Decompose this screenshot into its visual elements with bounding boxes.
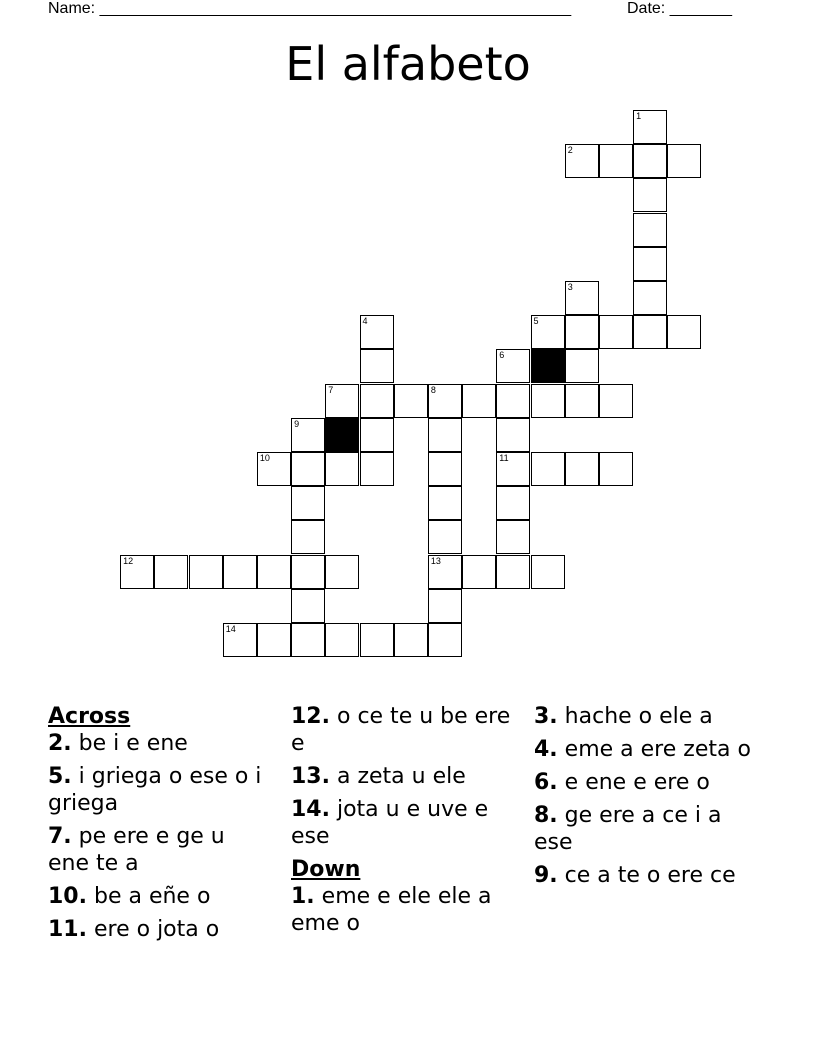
- grid-cell[interactable]: [257, 555, 291, 589]
- grid-block-cell: [531, 349, 565, 383]
- clue-across-7: 7. pe ere e ge u ene te a: [48, 824, 225, 876]
- grid-cell[interactable]: [360, 452, 394, 486]
- name-line: Name: _____________________________________________________: [48, 0, 572, 17]
- grid-cell[interactable]: [325, 623, 359, 657]
- grid-cell[interactable]: [291, 418, 325, 452]
- grid-cell[interactable]: [291, 452, 325, 486]
- clue-across-12: 12. o ce te u be ere e: [291, 704, 511, 756]
- clue-number: 8: [430, 384, 436, 395]
- clues-column-2: [291, 703, 511, 943]
- clue-across-5: 5. i griega o ese o i griega: [48, 764, 262, 816]
- down-heading: Down: [291, 857, 361, 882]
- grid-cell[interactable]: [633, 178, 667, 212]
- grid-cell[interactable]: [633, 213, 667, 247]
- grid-cell[interactable]: [496, 555, 530, 589]
- grid-cell[interactable]: [496, 384, 530, 418]
- grid-cell[interactable]: [633, 247, 667, 281]
- grid-cell[interactable]: [599, 144, 633, 178]
- grid-cell[interactable]: [291, 555, 325, 589]
- page-title: El alfabeto: [285, 37, 531, 91]
- grid-cell[interactable]: [360, 384, 394, 418]
- across-heading: Across: [48, 704, 131, 729]
- grid-cell[interactable]: [325, 384, 359, 418]
- grid-cell[interactable]: [325, 555, 359, 589]
- grid-cell[interactable]: [633, 315, 667, 349]
- grid-cell[interactable]: [257, 452, 291, 486]
- clue-across-13: 13. a zeta u ele: [291, 764, 466, 789]
- grid-cell[interactable]: [565, 452, 599, 486]
- grid-cell[interactable]: [360, 418, 394, 452]
- clue-down-6: 6. e ene e ere o: [534, 770, 710, 795]
- clue-number: 11: [499, 453, 509, 463]
- grid-cell[interactable]: [291, 486, 325, 520]
- clue-number: 7: [328, 384, 334, 395]
- grid-cell[interactable]: [189, 555, 223, 589]
- clue-number: 1: [636, 111, 642, 121]
- grid-cell[interactable]: [599, 315, 633, 349]
- grid-cell[interactable]: [633, 110, 667, 144]
- clue-down-3: 3. hache o ele a: [534, 704, 713, 729]
- grid-cell[interactable]: [257, 623, 291, 657]
- grid-cell[interactable]: [428, 418, 462, 452]
- clue-number: 9: [294, 418, 300, 429]
- grid-cell[interactable]: [633, 281, 667, 315]
- grid-cell[interactable]: [496, 452, 530, 486]
- grid-cell[interactable]: [223, 623, 257, 657]
- grid-cell[interactable]: [154, 555, 188, 589]
- grid-cell[interactable]: [633, 144, 667, 178]
- grid-cell[interactable]: [531, 384, 565, 418]
- grid-cell[interactable]: [496, 349, 530, 383]
- grid-cell[interactable]: [291, 520, 325, 554]
- clue-number: 12: [123, 555, 134, 566]
- grid-cell[interactable]: [394, 384, 428, 418]
- grid-cell[interactable]: [531, 315, 565, 349]
- clue-across-14: 14. jota u e uve e ese: [291, 797, 489, 849]
- grid-cell[interactable]: [462, 384, 496, 418]
- grid-cell[interactable]: [428, 520, 462, 554]
- grid-cell[interactable]: [291, 623, 325, 657]
- grid-cell[interactable]: [428, 486, 462, 520]
- grid-cell[interactable]: [325, 452, 359, 486]
- grid-cell[interactable]: [360, 315, 394, 349]
- clue-number: 14: [225, 624, 236, 634]
- grid-cell[interactable]: [565, 349, 599, 383]
- grid-cell[interactable]: [120, 555, 154, 589]
- grid-block-cell: [325, 418, 359, 452]
- clues-column-3: [534, 703, 754, 895]
- grid-cell[interactable]: [360, 349, 394, 383]
- clue-down-4: 4. eme a ere zeta o: [534, 737, 751, 762]
- grid-cell[interactable]: [599, 384, 633, 418]
- grid-cell[interactable]: [428, 384, 462, 418]
- clue-number: 13: [430, 555, 441, 566]
- clue-down-1: 1. eme e ele ele a eme o: [291, 884, 492, 936]
- grid-cell[interactable]: [291, 589, 325, 623]
- date-line: Date: _______: [627, 0, 732, 17]
- grid-cell[interactable]: [599, 452, 633, 486]
- clue-across-10: 10. be a eñe o: [48, 884, 211, 909]
- clue-across-2: 2. be i e ene: [48, 731, 188, 756]
- grid-cell[interactable]: [428, 452, 462, 486]
- grid-cell[interactable]: [531, 555, 565, 589]
- grid-cell[interactable]: [565, 384, 599, 418]
- grid-cell[interactable]: [428, 589, 462, 623]
- clue-across-11: 11. ere o jota o: [48, 917, 220, 942]
- grid-cell[interactable]: [360, 623, 394, 657]
- grid-cell[interactable]: [394, 623, 428, 657]
- clues-column-1: [48, 703, 268, 949]
- clue-down-9: 9. ce a te o ere ce: [534, 863, 736, 888]
- grid-cell[interactable]: [496, 520, 530, 554]
- clue-down-8: 8. ge ere a ce i a ese: [534, 803, 722, 855]
- clue-number: 5: [533, 316, 539, 327]
- clue-number: 2: [567, 145, 573, 156]
- clue-number: 10: [259, 453, 270, 463]
- grid-cell[interactable]: [496, 418, 530, 452]
- grid-cell[interactable]: [428, 623, 462, 657]
- grid-cell[interactable]: [428, 555, 462, 589]
- clue-number: 6: [499, 350, 505, 361]
- grid-cell[interactable]: [565, 144, 599, 178]
- grid-cell[interactable]: [667, 144, 701, 178]
- grid-cell[interactable]: [565, 315, 599, 349]
- grid-cell[interactable]: [565, 281, 599, 315]
- grid-cell[interactable]: [531, 452, 565, 486]
- grid-cell[interactable]: [462, 555, 496, 589]
- grid-cell[interactable]: [223, 555, 257, 589]
- grid-cell[interactable]: [496, 486, 530, 520]
- grid-cell[interactable]: [667, 315, 701, 349]
- clue-number: 3: [567, 282, 573, 292]
- clue-number: 4: [362, 316, 368, 327]
